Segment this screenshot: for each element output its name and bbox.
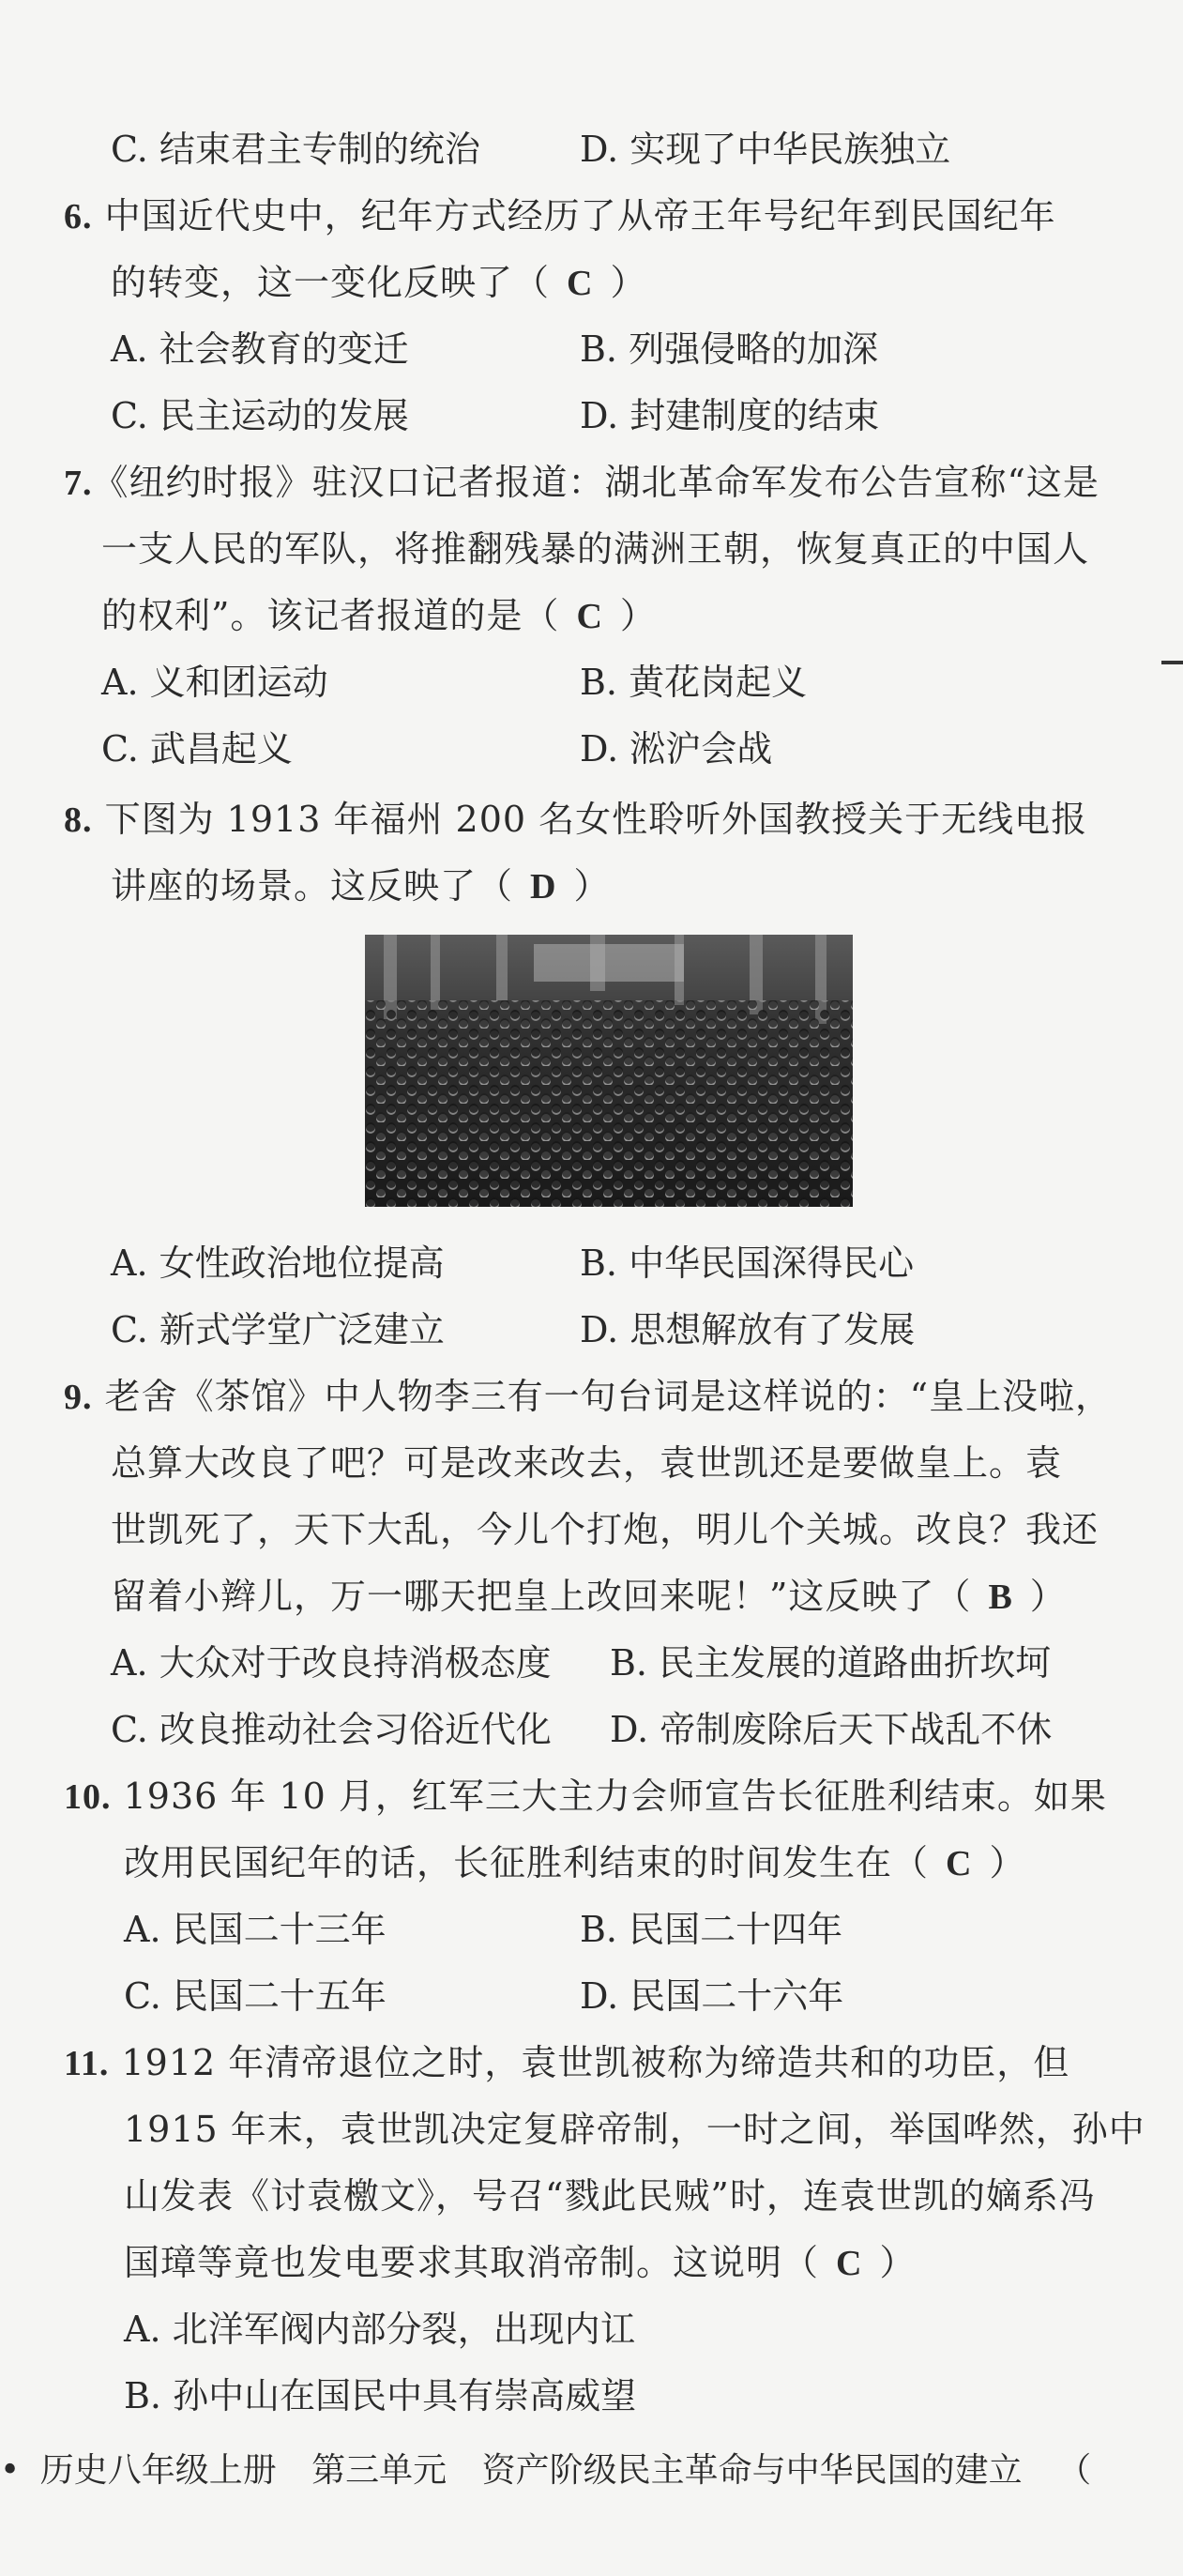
- q6-option-c: C. 民主运动的发展: [111, 395, 409, 436]
- historical-photo-lecture-crowd: [365, 935, 853, 1207]
- q9-option-c: C. 改良推动社会习俗近代化: [111, 1709, 552, 1750]
- q10-option-b: B. 民国二十四年: [580, 1909, 843, 1950]
- q9-option-a: A. 大众对于改良持消极态度: [111, 1642, 552, 1684]
- q10-stem-line1: [64, 1770, 1107, 1823]
- footer-unit-title: 资产阶级民主革命与中华民国的建立: [481, 2451, 1023, 2490]
- q6-number: 6.: [64, 197, 93, 236]
- q7-number: 7.: [64, 464, 93, 503]
- q8-option-c: C. 新式学堂广泛建立: [111, 1309, 445, 1350]
- q6-option-b: B. 列强侵略的加深: [580, 328, 879, 370]
- q8-stem-line2: [111, 860, 610, 913]
- q6-option-d: D. 封建制度的结束: [580, 395, 880, 436]
- q10-text-line1: 1936 年 10 月，红军三大主力会师宣告长征胜利结束。如果: [123, 1776, 1107, 1817]
- q11-stem-line2: 1915 年末，袁世凯决定复辟帝制，一时之间，举国哗然，孙中: [124, 2109, 1145, 2150]
- q11-stem-line3: 山发表《讨袁檄文》，号召“戮此民贼”时，连袁世凯的嫡系冯: [124, 2175, 1096, 2217]
- q8-option-d: D. 思想解放有了发展: [580, 1309, 916, 1350]
- q9-paren-close: ）: [1029, 1576, 1067, 1617]
- q5-option-c: C. 结束君主专制的统治: [111, 129, 480, 170]
- q8-paren-close: ）: [573, 865, 611, 907]
- q10-paren-close: ）: [989, 1842, 1026, 1883]
- q7-text-line1: 《纽约时报》驻汉口记者报道：湖北革命军发布公告宣称“这是: [92, 462, 1100, 503]
- q9-number: 9.: [64, 1378, 93, 1417]
- q6-option-a: A. 社会教育的变迁: [111, 328, 409, 370]
- q11-option-a: A. 北洋军阀内部分裂，出现内讧: [124, 2309, 636, 2350]
- footer-bullet: •: [0, 2451, 21, 2490]
- q7-stem-line1: [64, 456, 1100, 510]
- q6-stem-line1: [64, 190, 1056, 243]
- footer-book-title: 历史八年级上册: [39, 2451, 277, 2490]
- q7-option-b: B. 黄花岗起义: [580, 662, 808, 703]
- footer-unit: 第三单元: [311, 2451, 447, 2490]
- q11-answer: C: [836, 2244, 863, 2283]
- q11-paren-close: ）: [879, 2242, 917, 2283]
- q6-text-line1: 中国近代史中，纪年方式经历了从帝王年号纪年到民国纪年: [104, 195, 1056, 236]
- q10-option-c: C. 民国二十五年: [124, 1975, 387, 2017]
- q8-option-b: B. 中华民国深得民心: [580, 1242, 915, 1284]
- q7-text-line3: 的权利”。该记者报道的是（: [101, 595, 560, 636]
- page-edge-mark: [1161, 661, 1183, 664]
- page-footer: [0, 2445, 1115, 2497]
- q8-option-a: A. 女性政治地位提高: [111, 1242, 445, 1284]
- footer-trail: （: [1057, 2451, 1092, 2490]
- q9-text-line4: 留着小辫儿，万一哪天把皇上改回来呢！”这反映了（: [111, 1576, 972, 1617]
- q9-option-b: B. 民主发展的道路曲折坎坷: [610, 1642, 1052, 1684]
- q9-stem-line2: 总算大改良了吧？可是改来改去，袁世凯还是要做皇上。袁: [111, 1442, 1063, 1484]
- q7-option-d: D. 淞沪会战: [580, 728, 773, 770]
- q10-option-d: D. 民国二十六年: [580, 1975, 844, 2017]
- q10-number: 10.: [64, 1777, 112, 1817]
- q11-option-b: B. 孙中山在国民中具有崇高威望: [124, 2375, 637, 2416]
- q8-number: 8.: [64, 800, 93, 840]
- q10-option-a: A. 民国二十三年: [124, 1909, 387, 1950]
- q8-text-line2: 讲座的场景。这反映了（: [111, 865, 514, 907]
- q7-stem-line2: 一支人民的军队，将推翻残暴的满洲王朝，恢复真正的中国人: [101, 528, 1090, 570]
- q9-stem-line4: [111, 1570, 1067, 1623]
- q8-stem-line1: [64, 793, 1087, 846]
- q7-paren-close: ）: [619, 595, 657, 636]
- q11-text-line4: 国璋等竟也发电要求其取消帝制。这说明（: [124, 2242, 820, 2283]
- q6-text-line2: 的转变，这一变化反映了（: [111, 262, 551, 303]
- q6-answer: C: [567, 264, 594, 303]
- q9-answer: B: [988, 1578, 1013, 1617]
- q7-option-a: A. 义和团运动: [101, 662, 328, 703]
- q9-option-d: D. 帝制废除后天下战乱不休: [610, 1709, 1053, 1750]
- q7-option-c: C. 武昌起义: [101, 728, 293, 770]
- crowd-photo-illustration: [365, 935, 853, 1207]
- q11-stem-line4: [124, 2236, 916, 2290]
- q11-number: 11.: [64, 2044, 110, 2083]
- q9-stem-line3: 世凯死了，天下大乱，今儿个打炮，明儿个关城。改良？我还: [111, 1509, 1100, 1550]
- q8-answer: D: [530, 867, 557, 907]
- q9-text-line1: 老舍《茶馆》中人物李三有一句台词是这样说的：“皇上没啦，: [104, 1376, 1113, 1417]
- q11-text-line1: 1912 年清帝退位之时，袁世凯被称为缔造共和的功臣，但: [121, 2042, 1070, 2083]
- q7-answer: C: [576, 597, 603, 636]
- q10-stem-line2: [124, 1837, 1025, 1890]
- q10-text-line2: 改用民国纪年的话，长征胜利结束的时间发生在（: [124, 1842, 930, 1883]
- q11-stem-line1: [64, 2036, 1069, 2090]
- q5-option-d: D. 实现了中华民族独立: [580, 129, 951, 170]
- q10-answer: C: [946, 1844, 973, 1883]
- q9-stem-line1: [64, 1370, 1112, 1424]
- q6-paren-close: ）: [610, 262, 647, 303]
- q6-stem-line2: [111, 256, 646, 310]
- q8-text-line1: 下图为 1913 年福州 200 名女性聆听外国教授关于无线电报: [104, 799, 1088, 840]
- q7-stem-line3: [101, 589, 657, 643]
